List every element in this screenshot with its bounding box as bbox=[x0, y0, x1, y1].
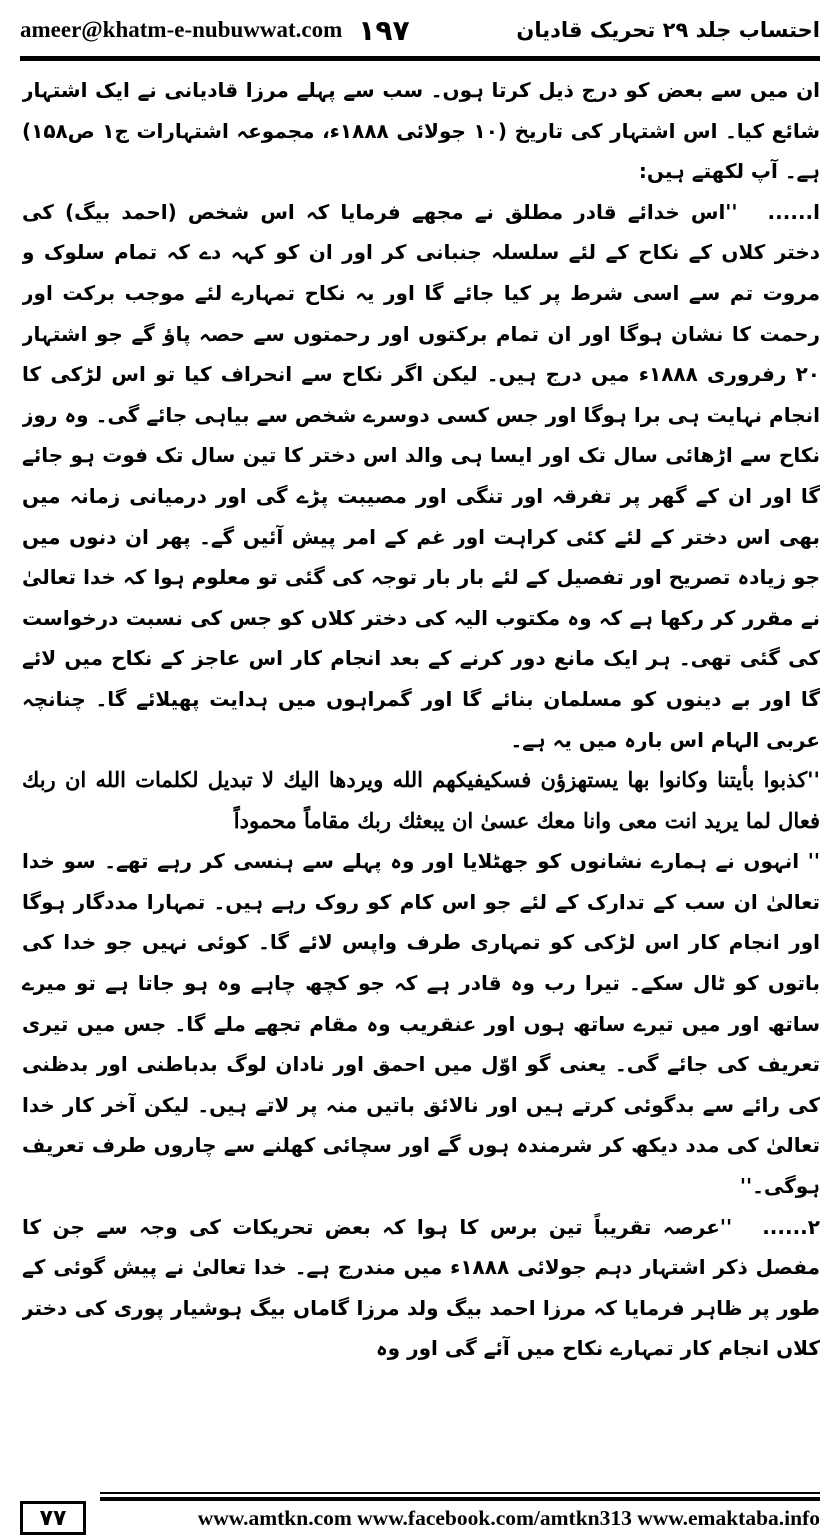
body-text bbox=[22, 70, 820, 1482]
running-title: احتساب جلد ۲۹ تحریک قادیان bbox=[516, 18, 820, 42]
page-header bbox=[20, 10, 820, 50]
footer-links[interactable]: www.amtkn.com www.facebook.com/amtkn313 www.emaktaba.info bbox=[197, 1505, 820, 1530]
header-email[interactable]: ameer@khatm-e-nubuwwat.com bbox=[20, 17, 343, 42]
header-left bbox=[20, 14, 410, 47]
item-marker-1: ا...... bbox=[767, 199, 820, 224]
footer-page-number: ۷۷ bbox=[20, 1501, 86, 1535]
header-page-number: ۱۹۷ bbox=[358, 13, 410, 47]
page-footer bbox=[20, 1500, 820, 1536]
quote-2-text: ''عرصہ تقریباً تین برس کا ہوا کہ بعض تحریکات کی وجہ سے جن کا مفصل ذکر اشتہار دہم جولائی ۱۸۸۸ء میں مندرج ہے۔ خدا تعالیٰ نے پیش گوئی کے طور پر ظاہر فرمایا کہ مرزا احمد بیگ ولد مرزا گاماں بیگ ہوشیار پوری کی دختر کلاں انجام کار تمہارے نکاح میں آئے گی اور وہ bbox=[22, 1214, 820, 1361]
paragraph-translation: '' انہوں نے ہمارے نشانوں کو جھٹلایا اور وہ پہلے سے ہنسی کر رہے تھے۔ سو خدا تعالیٰ ان سب کے تدارک کے لئے جو اس کام کو روک رہے ہیں۔ تمہارا مددگار ہوگا اور انجام کار اس لڑکی کو تمہاری طرف واپس لائے گا۔ کوئی نہیں جو خدا کی باتوں کو ٹال سکے۔ تیرا رب وہ قادر ہے کہ جو کچھ چاہے وہ ہو جاتا ہے تو میرے ساتھ اور میں تیرے ساتھ ہوں اور عنقریب وہ مقام تجھے ملے گا۔ جس میں تیری تعریف کی جائے گی۔ یعنی گو اوّل میں احمق اور نادان لوگ بدباطنی اور بدظنی کی رائے سے بدگوئی کرتے ہیں اور نالائق باتیں منہ پر لاتے ہیں۔ لیکن آخر کار خدا تعالیٰ کی مدد دیکھ کر شرمندہ ہوں گے اور سچائی کھلنے سے چاروں طرف تعریف ہوگی۔'' bbox=[22, 849, 820, 1199]
paragraph-intro: ان میں سے بعض کو درج ذیل کرتا ہوں۔ سب سے پہلے مرزا قادیانی نے ایک اشتہار شائع کیا۔ اس اشتہار کی تاریخ (۱۰ جولائی ۱۸۸۸ء، مجموعہ اشتہارات ج۱ ص۱۵۸) ہے۔ آپ لکھتے ہیں: bbox=[22, 78, 820, 184]
item-marker-2: ۲...... bbox=[762, 1214, 820, 1239]
header-rule bbox=[20, 56, 820, 61]
paragraph-quote-2 bbox=[22, 1207, 820, 1369]
quote-1-text: ''اس خدائے قادر مطلق نے مجھے فرمایا کہ اس شخص (احمد بیگ) کی دختر کلاں کے نکاح کے لئے سلسلہ جنبانی کر اور ان کو کہہ دے کہ تمام سلوک و مروت تم سے اسی شرط پر کیا جائے گا اور یہ نکاح تمہارے لئے موجب برکت اور رحمت کا نشان ہوگا اور ان تمام برکتوں اور رحمتوں سے حصہ پاؤ گے جو اشتہار ۲۰ رفروری ۱۸۸۸ء میں درج ہیں۔ لیکن اگر نکاح سے انحراف کیا تو اس لڑکی کا انجام نہایت ہی برا ہوگا اور جس کسی دوسرے شخص سے بیاہی جائے گی۔ وہ روز نکاح سے اڑھائی سال تک اور ایسا ہی والد اس دختر کا تین سال تک فوت ہو جائے گا اور ان کے گھر پر تفرقہ اور تنگی اور مصیبت پڑے گی اور درمیانی زمانہ میں بھی اس دختر کے لئے کئی کراہت اور غم کے امر پیش آئیں گے۔ پھر ان دنوں میں جو زیادہ تصریح اور تفصیل کے لئے بار بار توجہ کی گئی تو معلوم ہوا کہ خدا تعالیٰ نے مقرر کر رکھا ہے کہ وہ مکتوب الیہ کی دختر کلاں کو جس کی نسبت درخواست کی گئی تھی۔ ہر ایک مانع دور کرنے کے بعد انجام کار اس عاجز کے نکاح میں لائے گا اور بے دینوں کو مسلمان بنائے گا اور گمراہوں میں ہدایت پھیلائے گا۔ چنانچہ عربی الہام اس بارہ میں یہ ہے۔ bbox=[22, 199, 820, 752]
arabic-revelation: ''كذبوا بأيتنا وكانوا بها يستهزؤن فسكيفيكهم الله ويردها اليك لا تبديل لكلمات الله ان ربك فعال لما يريد انت معى وانا معك عسىٰ ان يبعثك ربك مقاماً محموداً bbox=[22, 767, 820, 833]
paragraph-quote-1 bbox=[22, 192, 820, 760]
footer-rule-thin bbox=[100, 1492, 820, 1494]
